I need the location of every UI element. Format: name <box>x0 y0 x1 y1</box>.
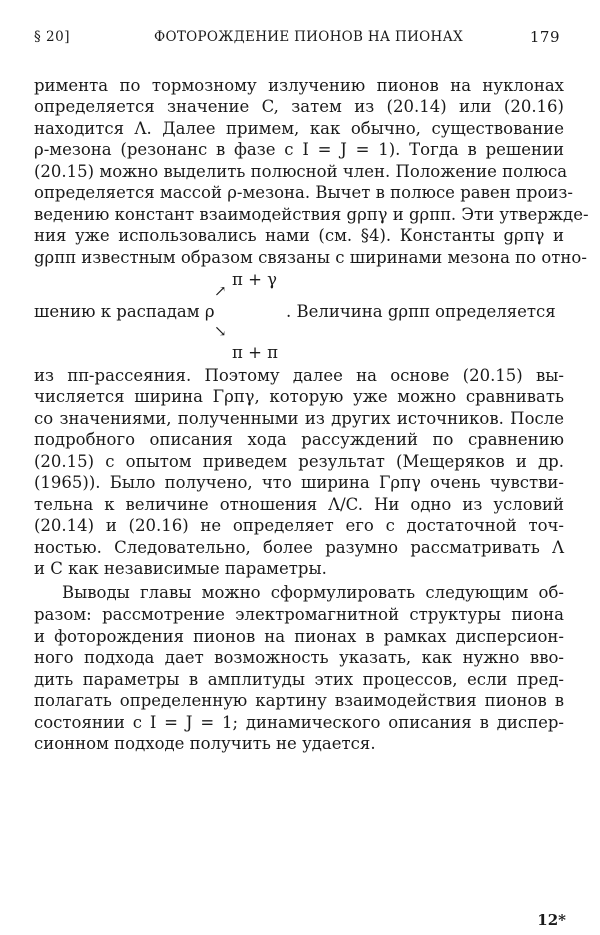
text-line: определяется значение C, затем из (20.14) или (20.16) <box>34 97 564 116</box>
section-reference: § 20] <box>34 29 70 45</box>
decay-right-text: . Величина gρππ определяется <box>286 302 556 321</box>
text-line: числяется ширина Γρπγ, которую уже можно сравнивать <box>34 387 564 406</box>
text-line: (20.15) можно выделить полюсной член. Положение полюса <box>34 162 568 181</box>
arrow-down-right-icon: ↘ <box>214 322 227 340</box>
decay-product-upper: π + γ <box>232 270 278 289</box>
text-line: (20.15) с опытом приведем результат (Мещеряков и др. <box>34 452 564 471</box>
text-line: римента по тормозному излучению пионов на нуклонах <box>34 76 564 95</box>
text-line: Выводы главы можно сформулировать следующим об- <box>62 583 564 602</box>
text-line: разом: рассмотрение электромагнитной структуры пиона <box>34 605 564 624</box>
decay-product-lower: π + π <box>232 343 279 362</box>
text-line: дить параметры в амплитуды этих процессов, если пред- <box>34 670 564 689</box>
text-line: ρ-мезона (резонанс в фазе с I = J = 1). Тогда в решении <box>34 140 564 159</box>
text-line: gρππ известным образом связаны с ширинами мезона по отно- <box>34 248 587 267</box>
text-line: тельна к величине отношения Λ/C. Ни одно из условий <box>34 495 564 514</box>
text-line: ного подхода дает возможность указать, как нужно вво- <box>34 648 564 667</box>
text-line: (1965)). Было получено, что ширина Γρπγ очень чувстви- <box>34 473 564 492</box>
text-line: ведению констант взаимодействия gρπγ и gρππ. Эти утвержде- <box>34 205 589 224</box>
text-line: находится Λ. Далее примем, как обычно, существование <box>34 119 564 138</box>
running-header <box>34 29 566 49</box>
page-number: 179 <box>529 28 560 46</box>
chapter-title: ФОТОРОЖДЕНИЕ ПИОНОВ НА ПИОНАХ <box>154 29 464 45</box>
arrow-up-right-icon: ↗ <box>214 282 227 300</box>
text-line: подробного описания хода рассуждений по сравнению <box>34 430 564 449</box>
text-line: состоянии с I = J = 1; динамического описания в диспер- <box>34 713 564 732</box>
decay-left-text: шению к распадам ρ <box>34 302 215 321</box>
text-line: определяется массой ρ-мезона. Вычет в полюсе равен произ- <box>34 183 573 202</box>
text-line: со значениями, полученными из других источников. После <box>34 409 564 428</box>
text-line: сионном подходе получить не удается. <box>34 734 376 753</box>
signature-mark: 12* <box>537 911 566 929</box>
text-line: ния уже использовались нами (см. §4). Константы gρπγ и <box>34 226 564 245</box>
text-line: (20.14) и (20.16) не определяет его с достаточной точ- <box>34 516 564 535</box>
text-line: из ππ-рассеяния. Поэтому далее на основе (20.15) вы- <box>34 366 564 385</box>
text-line: ностью. Следовательно, более разумно рассматривать Λ <box>34 538 564 557</box>
text-line: и фоторождения пионов на пионах в рамках дисперсион- <box>34 627 564 646</box>
text-line: и C как независимые параметры. <box>34 559 327 578</box>
text-line: полагать определенную картину взаимодействия пионов в <box>34 691 564 710</box>
